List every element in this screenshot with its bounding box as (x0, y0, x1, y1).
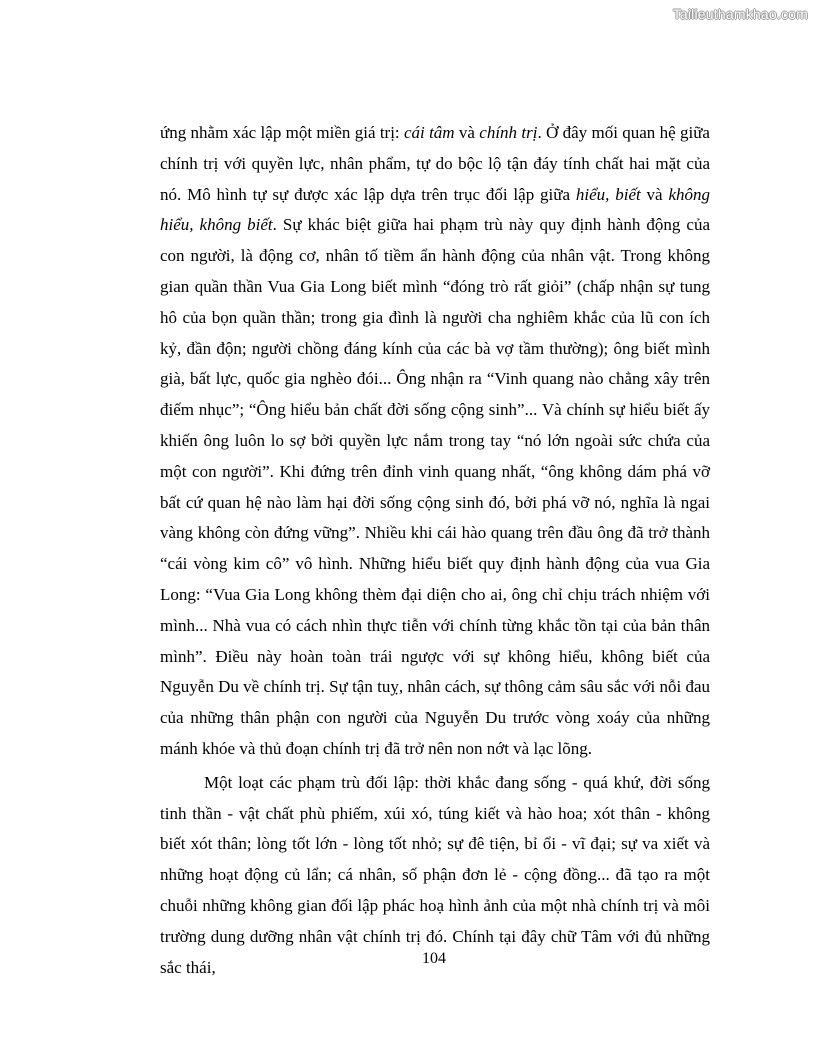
italic-term: không hiểu, không biết (160, 184, 710, 235)
paragraph-2: Một loạt các phạm trù đối lập: thời khắc đang sống - quá khứ, đời sống tinh thần - vật chất phù phiếm, xúi xó, túng kiết và hào hoa; xót thân - không biết xót thân; lòng tốt lớn - lòng tốt nhỏ; sự đê tiện, bỉ ổi - vĩ đại; sự va xiết và những hoạt động củ lẩn; cá nhân, số phận đơn lẻ - cộng đồng... đã tạo ra một chuỗi những không gian đối lập phác hoạ hình ảnh của một nhà chính trị và môi trường dung dưỡng nhân vật chính trị đó. Chính tại đây chữ Tâm với đủ những sắc thái, (160, 772, 710, 977)
italic-term: hiểu, biết (575, 184, 641, 204)
text-segment: và (640, 184, 669, 204)
page-number: 104 (422, 950, 446, 967)
body-text (160, 118, 710, 983)
paragraph-1 (160, 118, 710, 765)
watermark: Tailieuthamkhao.com (672, 6, 808, 22)
italic-term: cái tâm (403, 123, 455, 142)
text-segment: . Ở đây mối quan hệ giữa chính trị với quyền lực, nhân phẩm, tự do bộc lộ tận đáy tính chất hai mặt của nó. Mô hình tự sự được xác lập dựa trên trục đối lập giữa (160, 123, 710, 204)
italic-term: chính trị (479, 123, 538, 142)
text-segment: và (454, 123, 480, 142)
text-segment: . Sự khác biệt giữa hai phạm trù này quy định hành động của con người, là động cơ, nhân tố tiềm ẩn hành động của nhân vật. Trong không gian quần thần Vua Gia Long biết mình “đóng trò rất giỏi” (chấp nhận sự tung hô của bọn quần thần; trong gia đình là người cha nghiêm khắc của lũ con ích kỷ, đần độn; người chồng đáng kính của các bà vợ tầm thường); ông biết mình già, bất lực, quốc gia nghèo đói... Ông nhận ra “Vinh quang nào chẳng xây trên điếm nhục”; “Ông hiểu bản chất đời sống cộng sinh”... Và chính sự hiểu biết ấy khiến ông luôn lo sợ bởi quyền lực nắm trong tay “nó lớn ngoài sức chứa của một con người”. Khi đứng trên đỉnh vinh quang nhất, “ông không dám phá vỡ bất cứ quan hệ nào làm hại đời sống cộng sinh đó, bởi phá vỡ nó, nghĩa là ngai vàng không còn đứng vững”. Nhiều khi cái hào quang trên đầu ông đã trở thành “cái vòng kim cô” vô hình. Những hiểu biết quy định hành động của vua Gia Long: “Vua Gia Long không thèm đại diện cho ai, ông chỉ chịu trách nhiệm với mình... Nhà vua có cách nhìn thực tiễn với chính từng khắc tồn tại của bản thân mình”. Điều này hoàn toàn trái ngược với sự không hiểu, không biết của Nguyễn Du về chính trị. Sự tận tuỵ, nhân cách, sự thông cảm sâu sắc với nỗi đau của những thân phận con người của Nguyễn Du trước vòng xoáy của những mánh khóe và thủ đoạn chính trị đã trở nên non nớt và lạc lõng. (160, 215, 710, 758)
text-segment: ứng nhằm xác lập một miền giá trị: (160, 123, 404, 142)
